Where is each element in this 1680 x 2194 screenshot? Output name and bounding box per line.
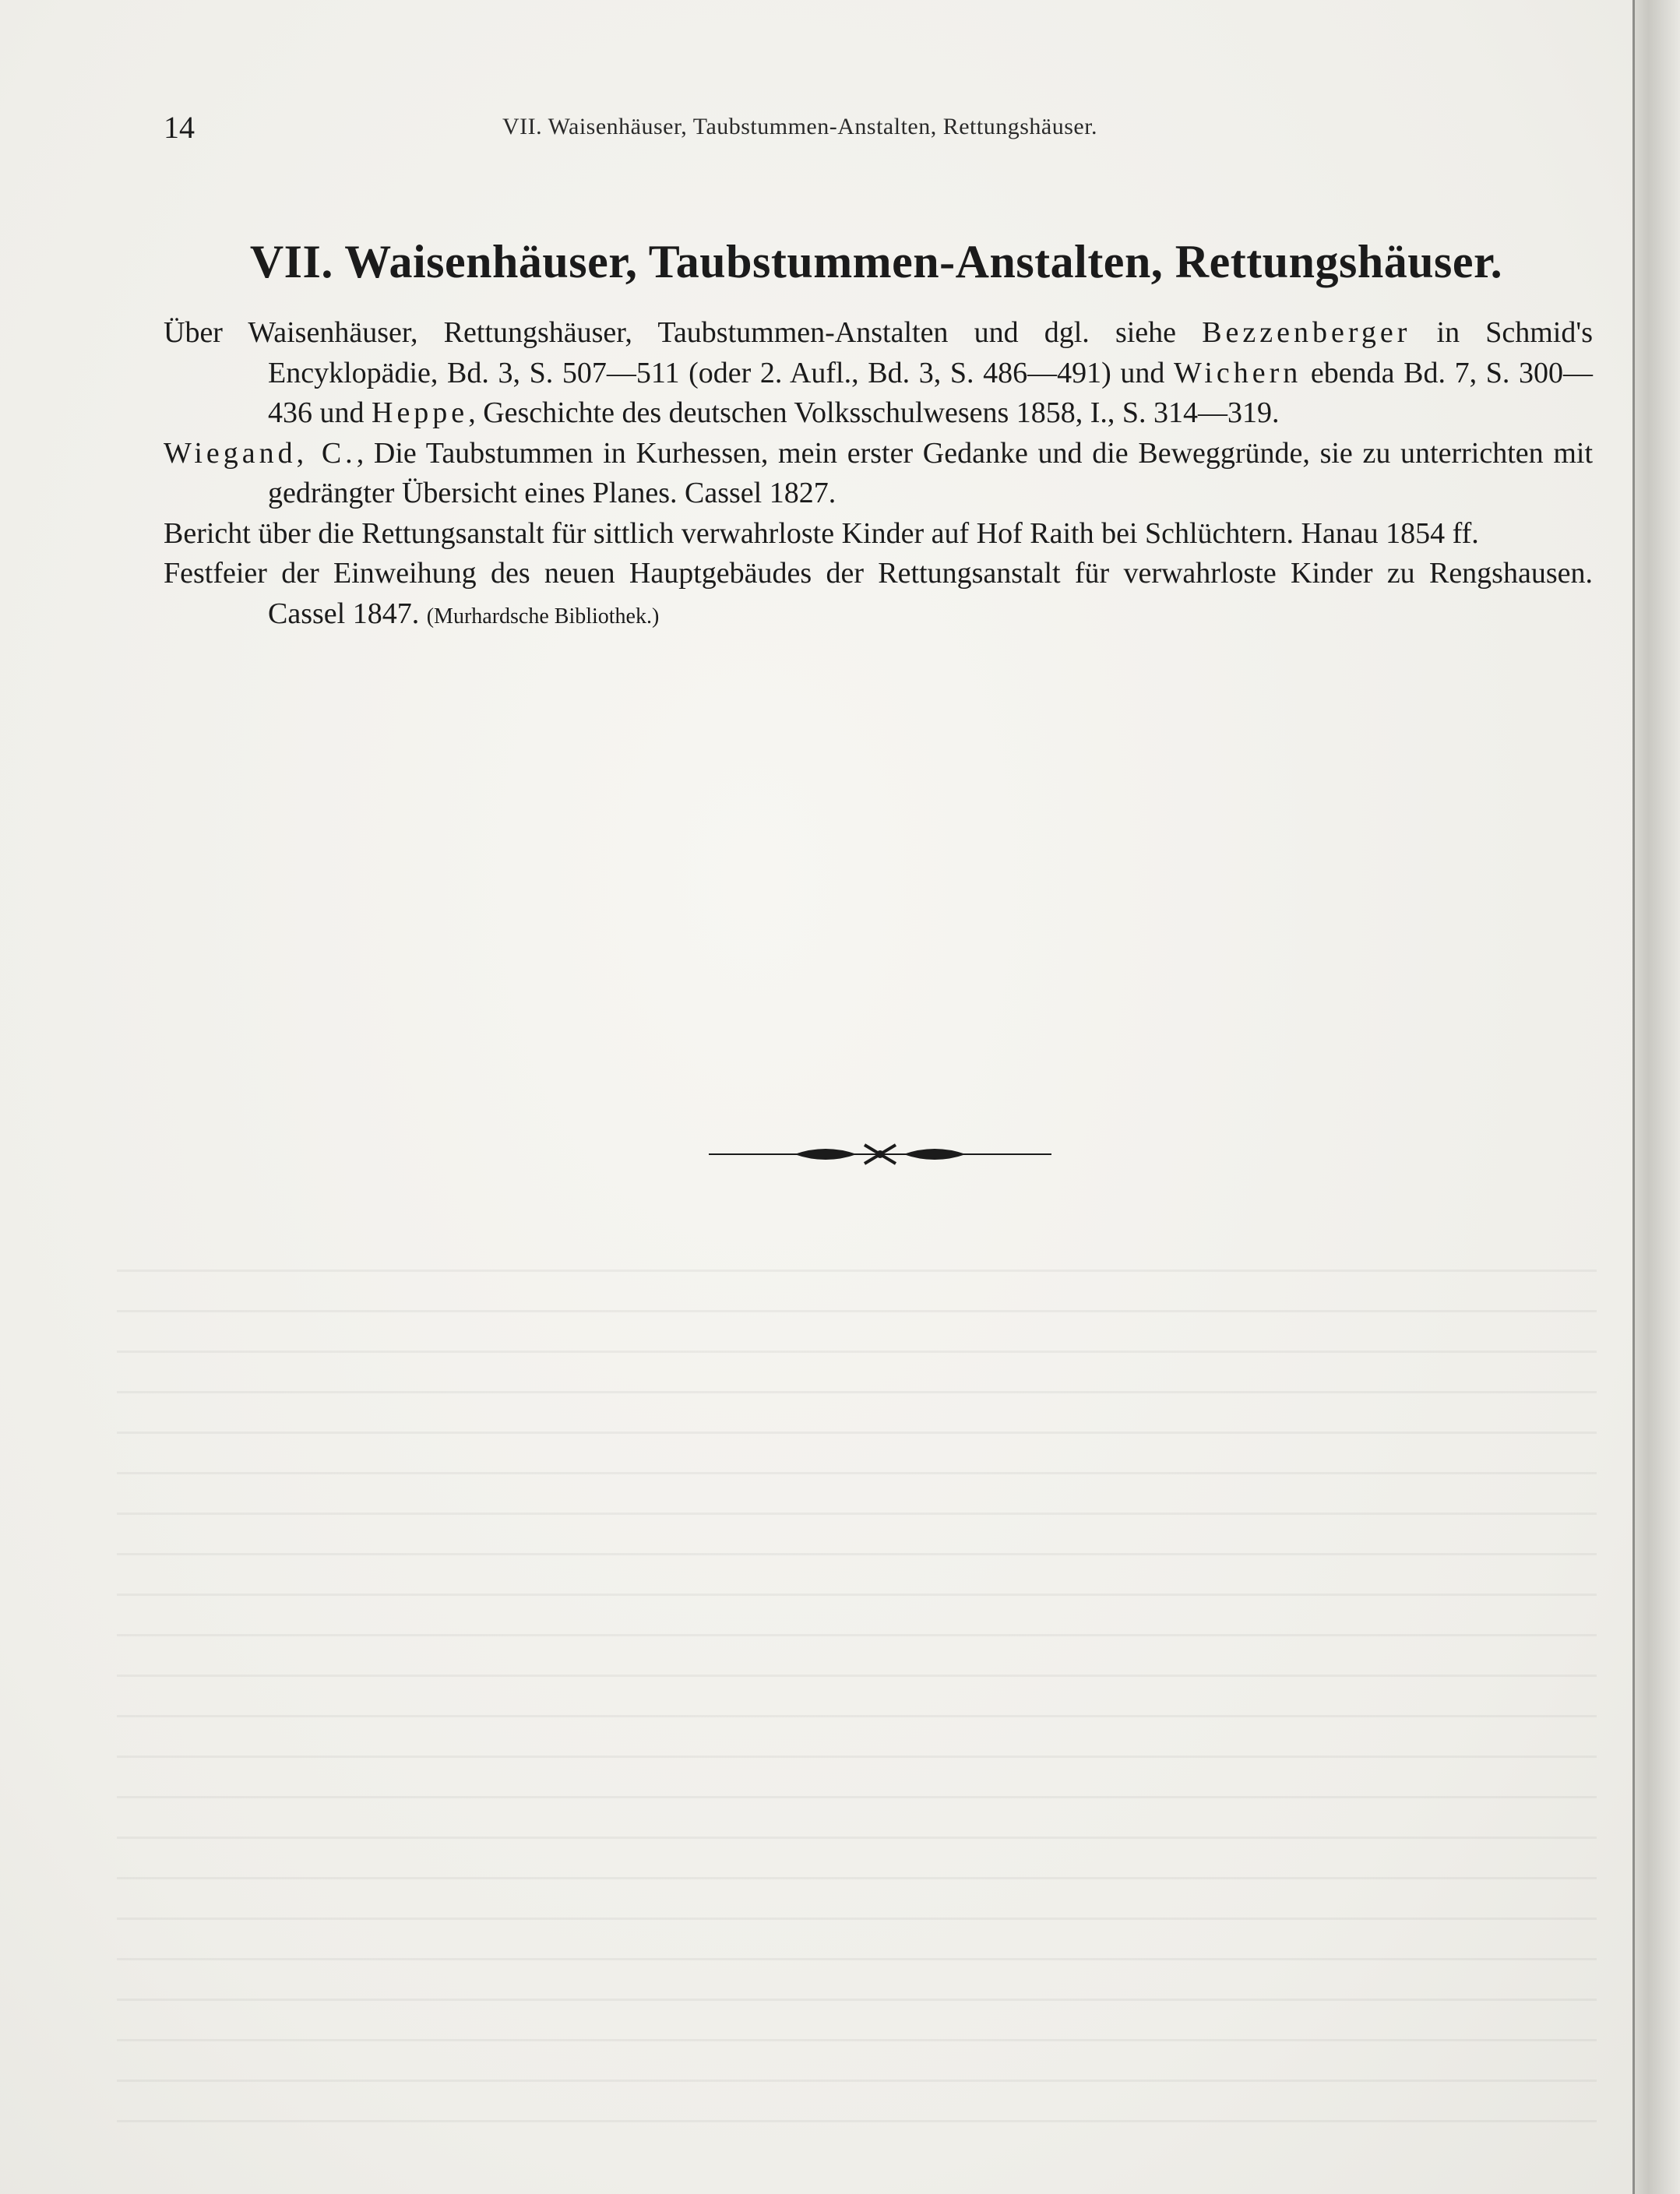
author-name: Bezzenberger xyxy=(1202,316,1411,349)
chapter-title: VII. Waisenhäuser, Taubstummen-Anstalten, Rettungshäuser. xyxy=(249,236,1503,287)
entry-text: in Schmid's Encyklopädie, Bd. 3, S. 507—511 (oder 2. Aufl., Bd. 3, S. 486—491) und xyxy=(268,316,1593,389)
author-name: Wiegand, C. xyxy=(164,436,357,470)
bibliography-entry xyxy=(164,434,1593,514)
entry-text: , Geschichte des deutschen Volksschulwesens 1858, I., S. 314—319. xyxy=(468,396,1280,429)
bibliography-entry xyxy=(164,514,1593,555)
bibliography-list xyxy=(164,313,1593,636)
entry-text: ebenda Bd. 7, S. 300—436 und xyxy=(268,356,1593,429)
bleed-through-texture xyxy=(117,1270,1597,2150)
entry-text: , Die Taubstummen in Kurhessen, mein erster Gedanke und die Beweggründe, sie zu unterrichten mit gedrängter Übersicht eines Planes. Cassel 1827. xyxy=(268,436,1593,509)
page-number: 14 xyxy=(164,110,195,145)
author-name: Heppe xyxy=(372,396,469,429)
entry-text: Festfeier der Einweihung des neuen Hauptgebäudes der Rettungsanstalt für verwahrloste Kinder zu Rengshausen. Cassel 1847. xyxy=(164,557,1593,630)
page-header xyxy=(164,109,1589,148)
bibliography-entry xyxy=(164,313,1593,434)
entry-text: Über Waisenhäuser, Rettungshäuser, Taubstummen-Anstalten und dgl. siehe xyxy=(164,316,1203,349)
running-head: VII. Waisenhäuser, Taubstummen-Anstalten, Rettungshäuser. xyxy=(502,114,1098,139)
bibliography-entry xyxy=(164,554,1593,636)
ornament-divider xyxy=(709,1137,1051,1171)
author-name: Wichern xyxy=(1174,356,1302,389)
library-note: (Murhardsche Bibliothek.) xyxy=(426,604,660,629)
entry-text: Bericht über die Rettungsanstalt für sittlich verwahrloste Kinder auf Hof Raith bei Schlüchtern. Hanau 1854 ff. xyxy=(164,516,1479,550)
page-edge-shadow xyxy=(1632,0,1680,2194)
